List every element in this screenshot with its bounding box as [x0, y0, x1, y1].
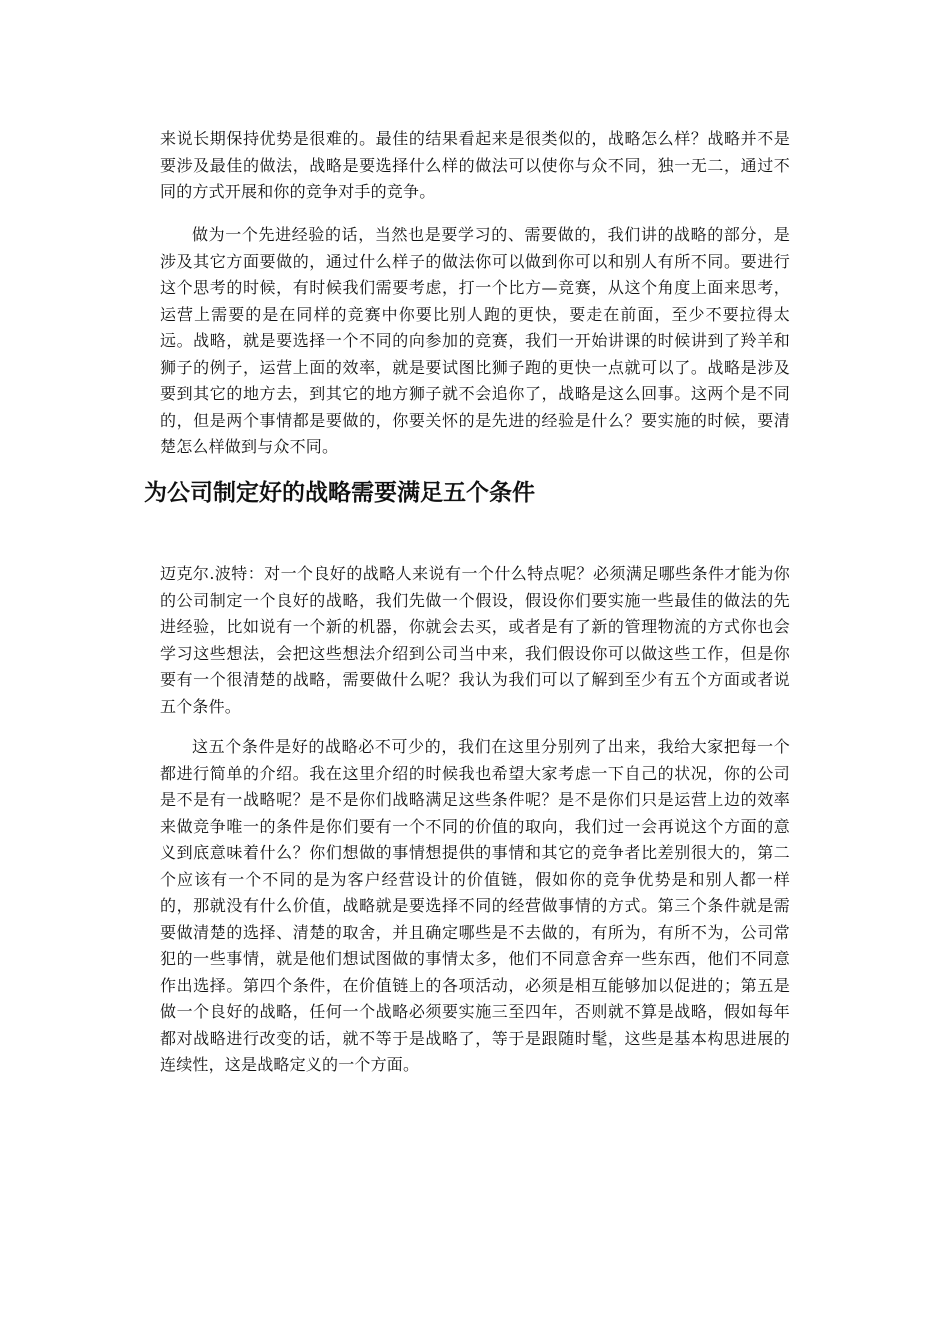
section-heading: 为公司制定好的战略需要满足五个条件: [144, 480, 535, 506]
paragraph-3: 迈克尔.波特：对一个良好的战略人来说有一个什么特点呢？必须满足哪些条件才能为你的公司制定一个良好的战略，我们先做一个假设，假设你们要实施一些最佳的做法的先进经验，比如说有一个新的机器，你就会去买，或者是有了新的管理物流的方式你也会学习这些想法，会把这些想法介绍到公司当中来，我们假设你可以做这些工作，但是你要有一个很清楚的战略，需要做什么呢？我认为我们可以了解到至少有五个方面或者说五个条件。: [160, 564, 790, 716]
paragraph-2: 做为一个先进经验的话，当然也是要学习的、需要做的，我们讲的战略的部分，是涉及其它方面要做的，通过什么样子的做法你可以做到你可以和别人有所不同。要进行这个思考的时候，有时候我们需要考虑，打一个比方—竞赛，从这个角度上面来思考，运营上需要的是在同样的竞赛中你要比别人跑的更快，要走在前面，至少不要拉得太远。战略，就是要选择一个不同的向参加的竞赛，我们一开始讲课的时候讲到了羚羊和狮子的例子，运营上面的效率，就是要试图比狮子跑的更快一点就可以了。战略是涉及要到其它的地方去，到其它的地方狮子就不会追你了，战略是这么回事。这两个是不同的，但是两个事情都是要做的，你要关怀的是先进的经验是什么？要实施的时候，要清楚怎么样做到与众不同。: [160, 225, 790, 456]
paragraph-1: 来说长期保持优势是很难的。最佳的结果看起来是很类似的，战略怎么样？战略并不是要涉及最佳的做法，战略是要选择什么样的做法可以使你与众不同，独一无二，通过不同的方式开展和你的竞争对手的竞争。: [160, 129, 790, 201]
paragraph-4: 这五个条件是好的战略必不可少的，我们在这里分别列了出来，我给大家把每一个都进行简单的介绍。我在这里介绍的时候我也希望大家考虑一下自己的状况，你的公司是不是有一战略呢？是不是你们战略满足这些条件呢？是不是你们只是运营上边的效率来做竞争唯一的条件是你们要有一个不同的价值的取向，我们过一会再说这个方面的意义到底意味着什么？你们想做的事情想提供的事情和其它的竞争者比差别很大的，第二个应该有一个不同的是为客户经营设计的价值链，假如你的竞争优势是和别人都一样的，那就没有什么价值，战略就是要选择不同的经营做事情的方式。第三个条件就是需要做清楚的选择、清楚的取舍，并且确定哪些是不去做的，有所为，有所不为，公司常犯的一些事情，就是他们想试图做的事情太多，他们不同意舍弃一些东西，他们不同意作出选择。第四个条件，在价值链上的各项活动，必须是相互能够加以促进的；第五是做一个良好的战略，任何一个战略必须要实施三至四年，否则就不算是战略，假如每年都对战略进行改变的话，就不等于是战略了，等于是跟随时髦，这些是基本构思进展的连续性，这是战略定义的一个方面。: [160, 737, 790, 1074]
